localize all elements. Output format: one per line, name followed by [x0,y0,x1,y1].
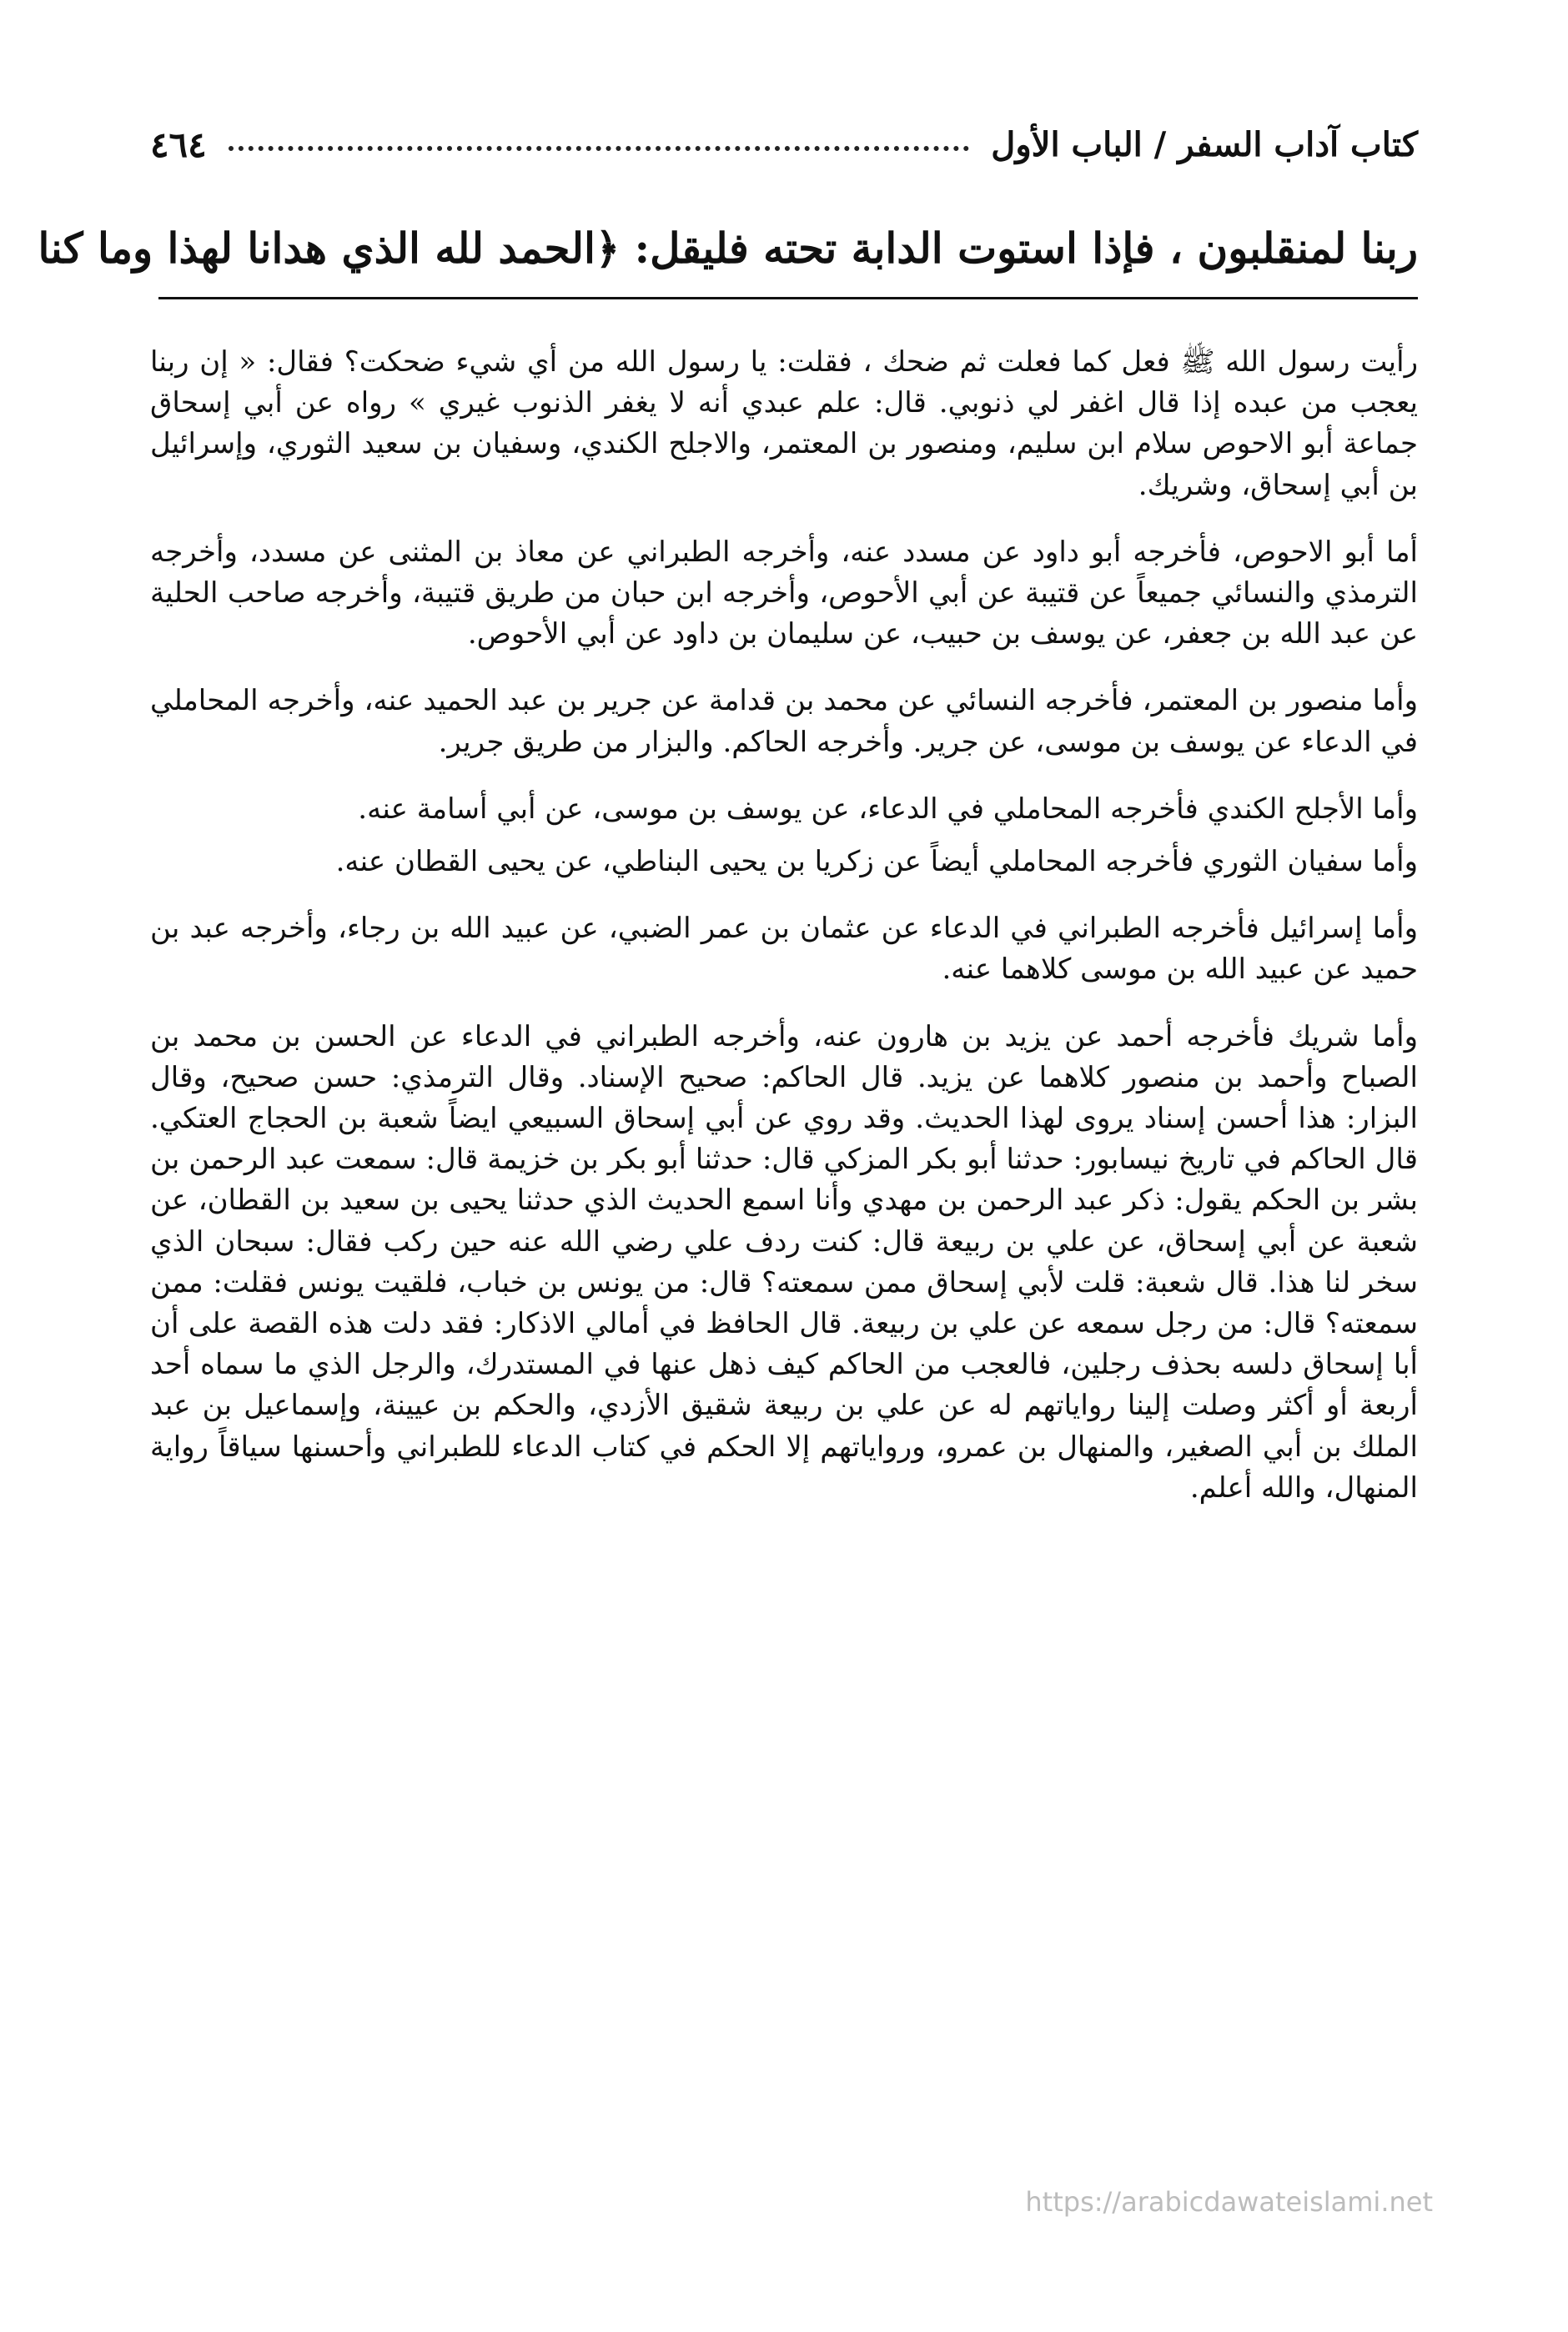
footnote-separator [158,297,1418,299]
chapter-title: كتاب آداب السفر / الباب الأول [991,124,1418,164]
paragraph-6: وأما إسرائيل فأخرجه الطبراني في الدعاء عن عثمان بن عمر الضبي، عن عبيد الله بن رجاء، وأخرجه عبد بن حميد عن عبيد الله بن موسى كلاهما عنه. [150,912,1418,987]
paragraph-4: وأما الأجلح الكندي فأخرجه المحاملي في الدعاء، عن يوسف بن موسى، عن أبي أسامة عنه. [358,792,1418,826]
paragraph-1: رأيت رسول الله ﷺ فعل كما فعلت ثم ضحك ، فقلت: يا رسول الله من أي شيء ضحكت؟ فقال: « إن ربنا يعجب من عبده إذا قال اغفر لي ذنوبي. قال: علم عبدي أنه لا يغفر الذنوب غيري » رواه عن أبي إسحاق جماعة أبو الاحوص سلام ابن سليم، ومنصور بن المعتمر، والاجلح الكندي، وسفيان بن سعيد الثوري، وإسرائيل بن أبي إسحاق، وشريك. [150,345,1418,502]
paragraph-2: أما أبو الاحوص، فأخرجه أبو داود عن مسدد عنه، وأخرجه الطبراني عن معاذ بن المثنى عن مسدد، وأخرجه الترمذي والنسائي جميعاً عن قتيبة عن أبي الأحوص، وأخرجه ابن حبان من طريق قتيبة، وأخرجه صاحب الحلية عن عبد الله بن جعفر، عن يوسف بن حبيب، عن سليمان بن داود عن أبي الأحوص. [150,535,1418,651]
dotted-leader [229,138,970,151]
page-number: ٤٦٤ [150,123,207,165]
paragraph-7: وأما شريك فأخرجه أحمد عن يزيد بن هارون عنه، وأخرجه الطبراني في الدعاء عن الحسن بن محمد بن الصباح وأحمد بن منصور كلاهما عن يزيد. قال الحاكم: صحيح الإسناد. وقال الترمذي: حسن صحيح، وقال البزار: هذا أحسن إسناد يروى لهذا الحديث. وقد روي عن أبي إسحاق السبيعي ايضاً شعبة بن الحجاج العتكي. قال الحاكم في تاريخ نيسابور: حدثنا أبو بكر المزكي قال: حدثنا أبو بكر بن خزيمة قال: سمعت عبد الرحمن بن بشر بن الحكم يقول: ذكر عبد الرحمن بن مهدي وأنا اسمع الحديث الذي حدثنا يحيى بن سعيد بن القطان، عن شعبة عن أبي إسحاق، عن علي بن ربيعة قال: كنت ردف علي رضي الله عنه حين ركب فقال: سبحان الذي سخر لنا هذا. قال شعبة: قلت لأبي إسحاق ممن سمعته؟ قال: من يونس بن خباب، فلقيت يونس فقلت: ممن سمعته؟ قال: من رجل سمعه عن علي بن ربيعة. قال الحافظ في أمالي الاذكار: فقد دلت هذه القصة على أن أبا إسحاق دلسه بحذف رجلين، فالعجب من الحاكم كيف ذهل عنها في المستدرك، والرجل الذي ما سماه أحد أربعة أو أكثر وصلت إلينا رواياتهم له عن علي بن ربيعة شقيق الأزدي، والحكم بن عيينة، وإسماعيل بن عبد الملك بن أبي الصغير، والمنهال بن عمرو، ورواياتهم إلا الحكم في كتاب الدعاء للطبراني وأحسنها سياقاً رواية المنهال، والله أعلم. [150,1019,1418,1505]
paragraph-5: وأما سفيان الثوري فأخرجه المحاملي أيضاً عن زكريا بن يحيى البناطي، عن يحيى القطان عنه. [335,845,1418,879]
paragraph-3: وأما منصور بن المعتمر، فأخرجه النسائي عن محمد بن قدامة عن جرير بن عبد الحميد عنه، وأخرجه المحاملي في الدعاء عن يوسف بن موسى، عن جرير. وأخرجه الحاكم. والبزار من طريق جرير. [150,684,1418,759]
verse-continuation-line: ربنا لمنقلبون ، فإذا استوت الدابة تحته فليقل: ﴿الحمد لله الذي هدانا لهذا وما كنا [38,224,1418,273]
footnote-body [150,342,1418,1535]
running-header [150,115,1418,173]
watermark-url: https://arabicdawateislami.net [1025,2186,1433,2218]
